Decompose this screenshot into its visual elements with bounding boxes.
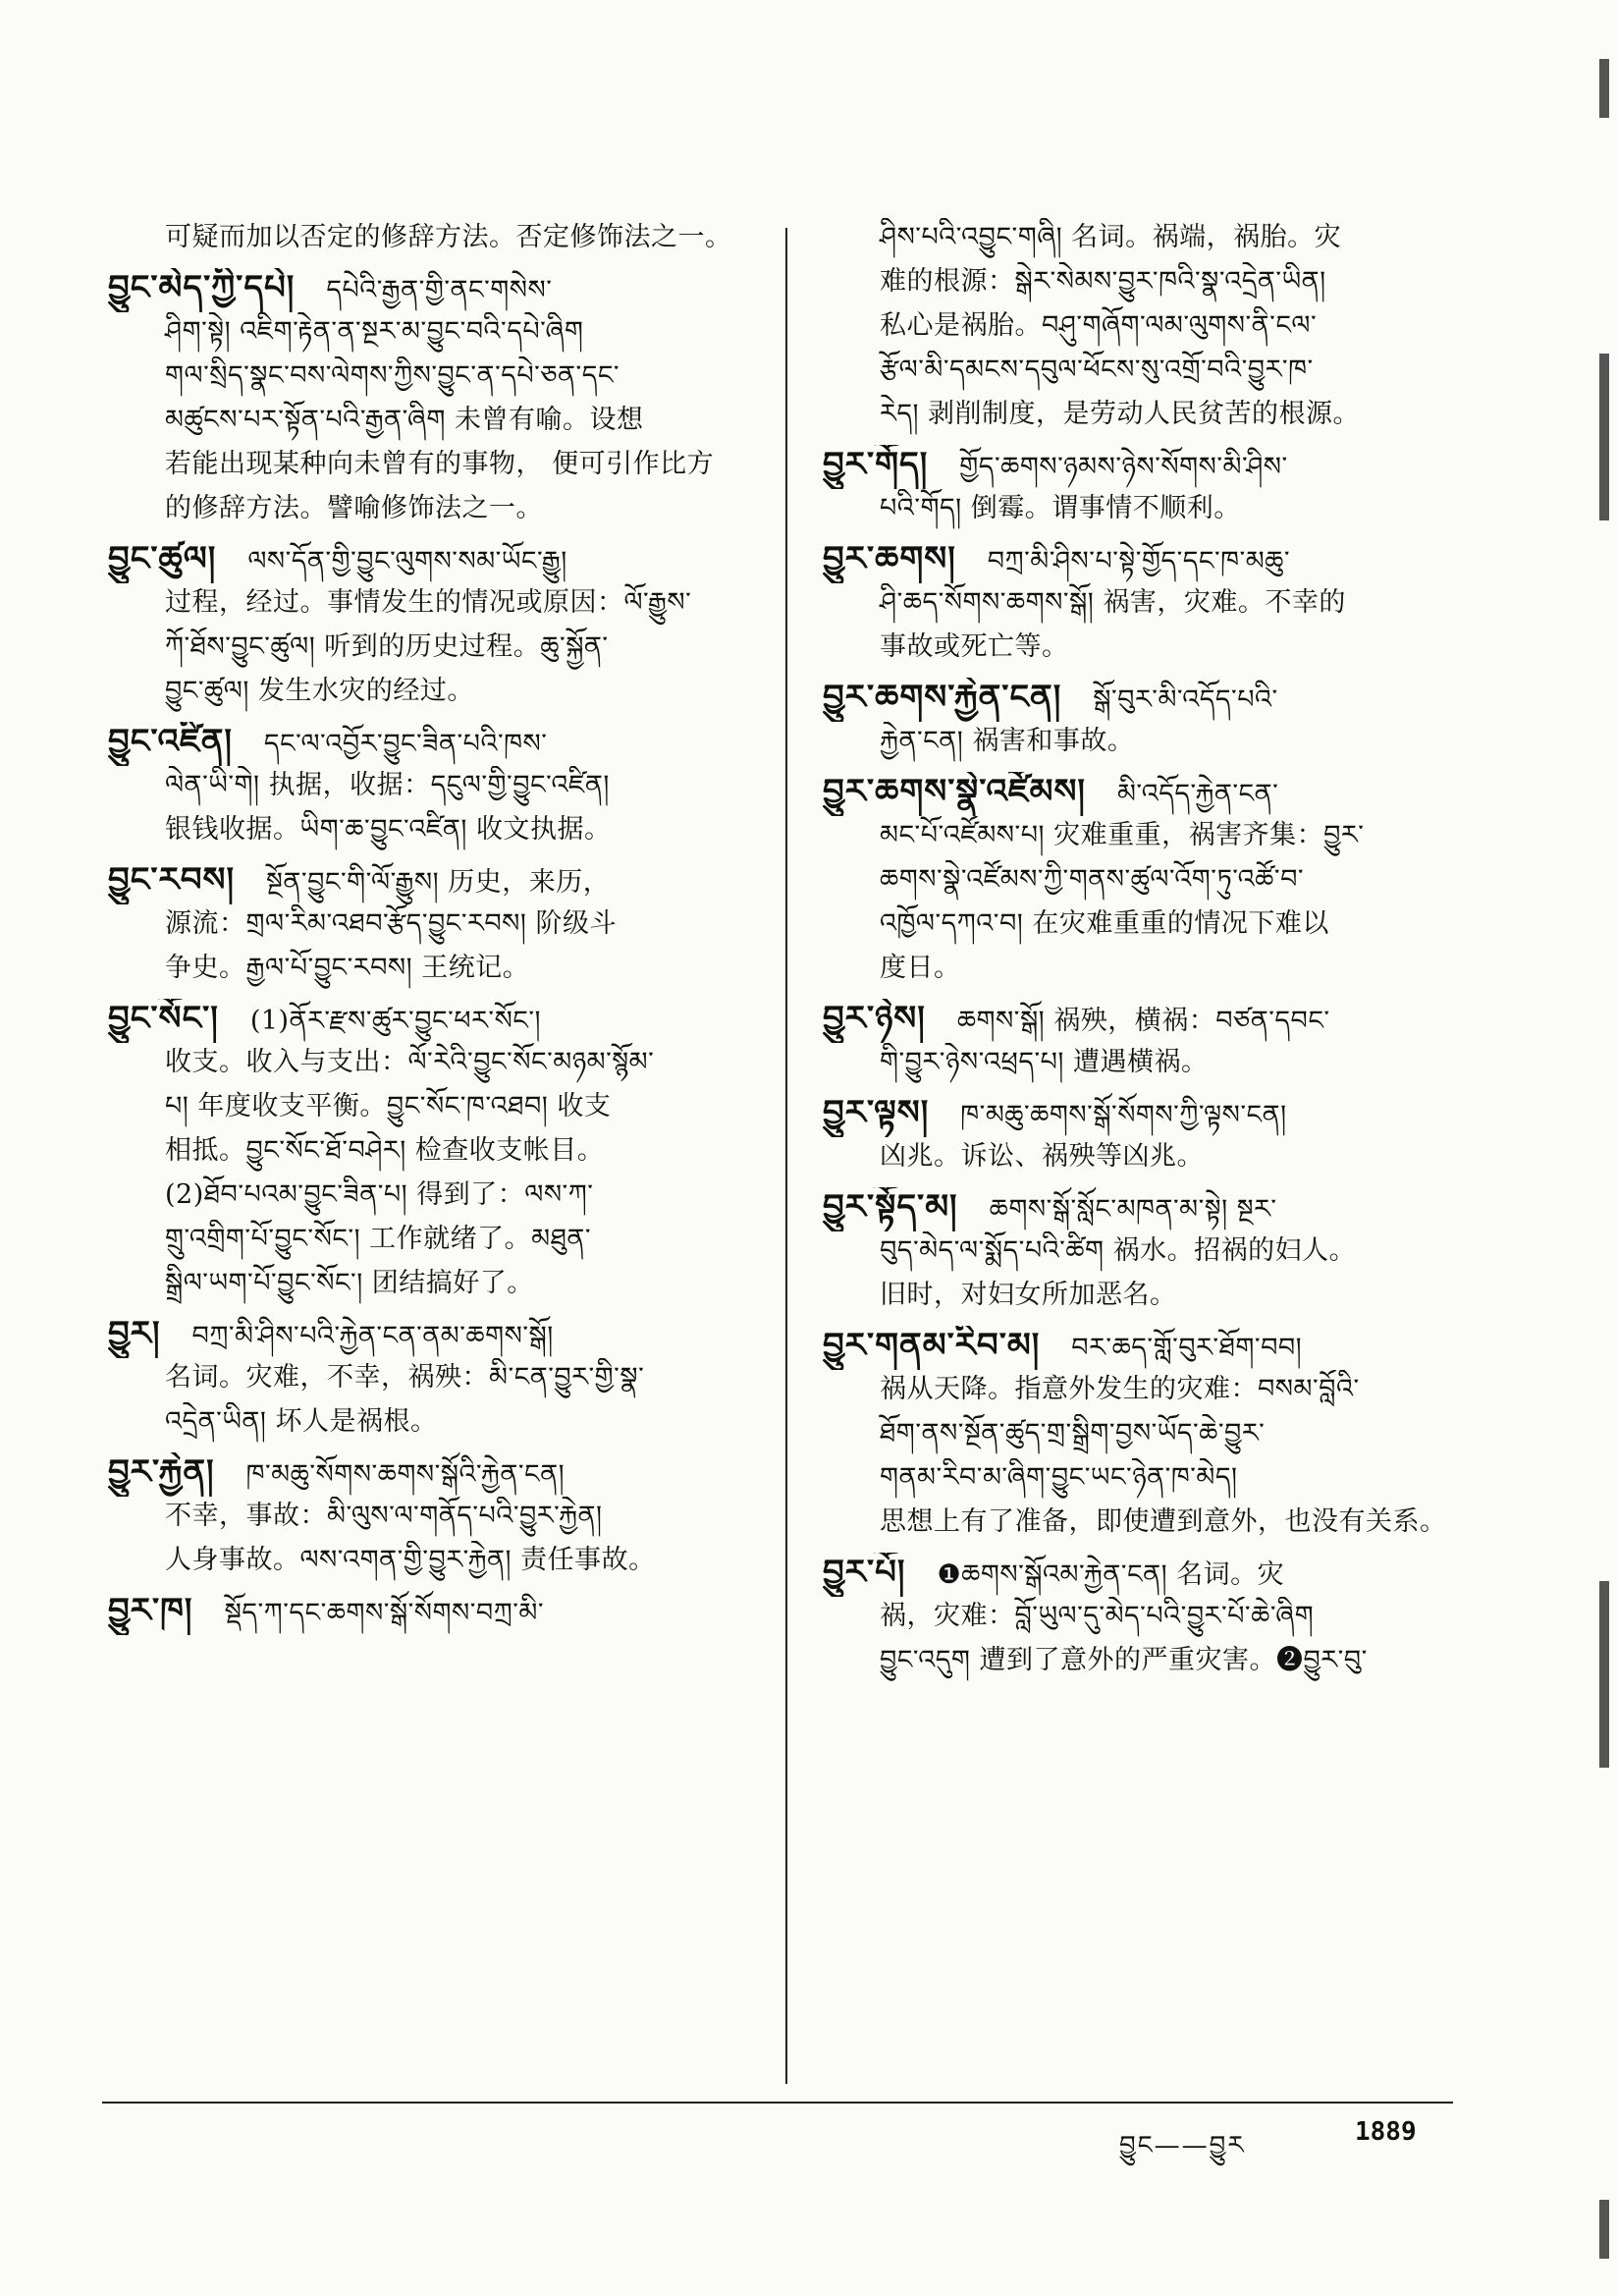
definition-line — [108, 860, 764, 904]
definition-text: 度日。 — [880, 953, 961, 983]
dictionary-entry — [823, 1553, 1451, 1685]
definition-line: 可疑而加以否定的修辞方法。否定修饰法之一。 — [165, 222, 732, 252]
dictionary-entry — [823, 1326, 1451, 1547]
entry-headword: བྱུར་པོ། — [823, 1553, 906, 1592]
continuation-text — [108, 218, 764, 262]
definition-line — [823, 1137, 1451, 1181]
definition-line — [108, 1452, 764, 1497]
entry-headword: བྱུར་རྐྱེན། — [108, 1452, 215, 1492]
definition-line — [108, 1314, 764, 1358]
dictionary-entry — [823, 539, 1451, 672]
definition-line — [823, 539, 1451, 583]
definition-text: བྱུང་འདུག 遭到了意外的严重灾害。❷བྱུར་བུ་ — [880, 1645, 1368, 1675]
definition-line — [108, 1541, 764, 1585]
definition-line — [823, 949, 1451, 993]
definition-line — [823, 772, 1451, 816]
definition-line — [108, 1591, 764, 1635]
definition-line — [823, 583, 1451, 628]
definition-text: སྔོན་བྱུང་གི་ལོ་རྒྱུས། 历史，来历， — [266, 867, 611, 898]
footer-rule — [102, 2102, 1453, 2104]
definition-text: 争史。རྒྱལ་པོ་བྱུང་རབས། 王统记。 — [165, 953, 530, 983]
definition-line — [108, 268, 764, 312]
definition-line — [108, 949, 764, 993]
definition-line — [823, 1597, 1451, 1641]
definition-line — [823, 678, 1451, 722]
entry-headword: བྱུར་གོད། — [823, 445, 929, 484]
dictionary-entry — [823, 1093, 1451, 1181]
definition-line — [823, 999, 1451, 1043]
definition-text: ཐོག་ནས་སྔོན་ཚུད་གྲ་སྒྲིག་བྱས་ཡོད་ཆེ་བྱུར་ — [880, 1418, 1266, 1449]
definition-text: སྒྲིལ་ཡག་པོ་བྱུང་སོང་། 团结搞好了。 — [165, 1268, 534, 1298]
definition-line — [823, 1414, 1451, 1458]
definition-text: དང་ལ་འབྱོར་བྱུང་ཟིན་པའི་ཁས་ — [263, 729, 548, 759]
definition-text: 祸从天降。指意外发生的灾难：བསམ་བློའི་ — [880, 1374, 1360, 1404]
dictionary-entry — [108, 1314, 764, 1447]
definition-line — [108, 312, 764, 356]
definition-text: ལས་དོན་གྱི་བྱུང་ལུགས་སམ་ཡོང་རྒྱུ། — [247, 546, 567, 576]
dictionary-entry — [823, 999, 1451, 1087]
binding-edge — [1582, 0, 1617, 2296]
definition-text: ལེན་ཡི་གེ། 执据，收据：དངུལ་གྱི་བྱུང་འཛིན། — [165, 770, 610, 800]
definition-line — [108, 999, 764, 1043]
definition-text: 祸，灾难：བློ་ཡུལ་དུ་མེད་པའི་བྱུར་པོ་ཆེ་ཞིག — [880, 1601, 1315, 1631]
entry-headword: བྱུར་ཆགས་རྐྱེན་ངན། — [823, 678, 1062, 717]
definition-text: 的修辞方法。譬喻修饰法之一。 — [165, 493, 543, 523]
entry-headword: བྱུར་ལྟས། — [823, 1093, 930, 1132]
definition-text: 相抵。བྱུང་སོང་ཐོ་བཤེར། 检查收支帐目。 — [165, 1135, 605, 1166]
definition-line — [108, 356, 764, 401]
dictionary-entry — [108, 860, 764, 993]
entry-headword: བྱུར། — [108, 1314, 161, 1353]
definition-text: པའི་གོད། 倒霉。谓事情不顺利。 — [880, 493, 1241, 523]
dictionary-entry — [108, 539, 764, 716]
definition-line — [823, 816, 1451, 860]
left-column — [108, 218, 764, 2104]
entry-headword: བྱུང་འཛིན། — [108, 722, 233, 761]
definition-text: གྱོད་ཆགས་ཉམས་ཉེས་སོགས་མི་ཤིས་ — [959, 452, 1288, 482]
definition-text: ཤིག་སྟེ། འཇིག་རྟེན་ན་སྔར་མ་བྱུང་བའི་དཔེ་ཞིག — [165, 316, 584, 347]
definition-line — [108, 1175, 764, 1220]
page-number: 1889 — [1355, 2117, 1417, 2147]
definition-line — [108, 1497, 764, 1541]
definition-line: རེད། 剥削制度，是劳动人民贫苦的根源。 — [880, 399, 1361, 429]
definition-text: ཀོ་ཐོས་བྱུང་ཚུལ། 听到的历史过程。ཆུ་སྐྱོན་ — [165, 631, 609, 662]
entry-headword: བྱུང་ཚུལ། — [108, 539, 217, 578]
definition-line — [823, 1458, 1451, 1503]
definition-text: ཆགས་སྒོ་སློང་མཁན་མ་སྟེ། སྔར་ — [989, 1194, 1277, 1225]
column-divider — [785, 228, 787, 2084]
definition-text: ཁ་མཆུ་སོགས་ཆགས་སྒོའི་རྐྱེན་ངན། — [245, 1459, 566, 1490]
dictionary-entry — [823, 772, 1451, 993]
definition-text: བར་ཆད་གློ་བུར་ཐོག་བབ། — [1071, 1333, 1303, 1363]
definition-line — [823, 1503, 1451, 1547]
dictionary-entry — [108, 999, 764, 1308]
definition-text: 若能出现某种向未曾有的事物， 便可引作比方 — [165, 449, 715, 479]
definition-text: ཁ་མཆུ་ཆགས་སྒོ་སོགས་ཀྱི་ལྟས་ངན། — [960, 1100, 1287, 1130]
definition-text: 凶兆。诉讼、祸殃等凶兆。 — [880, 1141, 1204, 1172]
definition-line — [823, 628, 1451, 672]
definition-line — [108, 1043, 764, 1087]
definition-line: 私心是祸胎。བཤུ་གཞོག་ལམ་ལུགས་ནི་ངལ་ — [880, 310, 1318, 341]
entry-headword: བྱུང་མེད་ཀྱི་དཔེ། — [108, 268, 296, 307]
definition-line — [108, 1220, 764, 1264]
entry-headword: བྱུང་སོང་། — [108, 999, 219, 1038]
dictionary-entry — [823, 678, 1451, 766]
entry-headword: བྱུར་ཉེས། — [823, 999, 926, 1038]
entry-headword: བྱུང་རབས། — [108, 860, 236, 900]
continuation-text — [823, 218, 1451, 439]
definition-line — [108, 401, 764, 445]
definition-text: 过程，经过。事情发生的情况或原因：ལོ་རྒྱུས་ — [165, 587, 692, 618]
definition-text: འཁྱོལ་དཀའ་བ། 在灾难重重的情况下难以 — [880, 908, 1329, 939]
definition-text: 银钱收据。ཡིག་ཆ་བྱུང་འཛིན། 收文执据。 — [165, 814, 612, 845]
definition-text: ཆགས་སྒོ། 祸殃，横祸：བཙན་དབང་ — [956, 1006, 1330, 1036]
definition-text: བྱུང་ཚུལ། 发生水灾的经过。 — [165, 676, 474, 706]
definition-text: དཔེའི་རྒྱན་གྱི་ནང་གསེས་ — [326, 275, 553, 305]
definition-line — [108, 1131, 764, 1175]
dictionary-entry — [108, 268, 764, 533]
definition-text: གནམ་རིབ་མ་ཞིག་བྱུང་ཡང་ཉེན་ཁ་མེད། — [880, 1462, 1238, 1493]
dictionary-entry — [108, 1591, 764, 1635]
definition-line — [108, 1402, 764, 1447]
definition-text: ❶ཆགས་སྒོའམ་རྐྱེན་ངན། 名词。灾 — [937, 1559, 1285, 1590]
definition-line — [108, 722, 764, 766]
definition-text: བཀྲ་མི་ཤིས་པའི་རྐྱེན་ངན་ནམ་ཆགས་སྒོ། — [191, 1321, 554, 1351]
entry-headword: བྱུར་ཆགས་སྣེ་འཛོམས། — [823, 772, 1086, 811]
definition-text: 人身事故。ལས་འགན་གྱི་བྱུར་རྐྱེན། 责任事故。 — [165, 1545, 656, 1575]
definition-text: ཆགས་སྣེ་འཛོམས་ཀྱི་གནས་ཚུལ་འོག་ཏུ་འཚོ་བ་ — [880, 864, 1305, 895]
definition-line — [823, 722, 1451, 766]
right-column — [823, 218, 1451, 2104]
definition-text: 名词。灾难，不幸，祸殃：མི་ངན་བྱུར་གྱི་སྣ་ — [165, 1362, 645, 1393]
definition-line — [823, 1641, 1451, 1685]
definition-text: གྲུ་འགྲིག་པོ་བྱུང་སོང་། 工作就绪了。མཐུན་ — [165, 1224, 592, 1254]
definition-line: རྩོལ་མི་དམངས་དབུལ་ཕོངས་སུ་འགྲོ་བའི་བྱུར་ཁ་ — [880, 355, 1314, 385]
entry-headword: བྱུར་ཁ། — [108, 1591, 193, 1630]
definition-line — [108, 810, 764, 854]
definition-line — [108, 1087, 764, 1131]
definition-line — [823, 489, 1451, 533]
definition-text: གི་བྱུར་ཉེས་འཕྲད་པ། 遭遇横祸。 — [880, 1047, 1209, 1077]
definition-line: ཤིས་པའི་འབྱུང་གཞི། 名词。祸端，祸胎。灾 — [880, 222, 1342, 252]
definition-line — [108, 445, 764, 489]
definition-line — [823, 1231, 1451, 1276]
definition-text: 不幸，事故：མི་ལུས་ལ་གནོད་པའི་བྱུར་རྐྱེན། — [165, 1501, 603, 1531]
definition-text: སྒོ་བུར་མི་འདོད་པའི་ — [1093, 684, 1278, 715]
definition-line — [823, 1276, 1451, 1320]
definition-line — [823, 1043, 1451, 1087]
dictionary-entry — [823, 1187, 1451, 1320]
definition-line — [108, 489, 764, 533]
dictionary-entry — [108, 1452, 764, 1585]
definition-line — [108, 1264, 764, 1308]
definition-text: 源流：གྲལ་རིམ་འཐབ་རྩོད་བྱུང་རབས། 阶级斗 — [165, 908, 617, 939]
definition-line — [823, 904, 1451, 949]
definition-text: 事故或死亡等。 — [880, 631, 1069, 662]
entry-headword: བྱུར་སྟོད་མ། — [823, 1187, 958, 1227]
definition-text: བུད་མེད་ལ་སྨོད་པའི་ཚིག 祸水。招祸的妇人。 — [880, 1235, 1357, 1266]
definition-text: 旧时，对妇女所加恶名。 — [880, 1280, 1177, 1310]
definition-text: བཀྲ་མི་ཤིས་པ་སྟེ་གྱོད་དང་ཁ་མཆུ་ — [987, 546, 1291, 576]
definition-line — [108, 1358, 764, 1402]
definition-text: 思想上有了准备，即使遭到意外，也没有关系。 — [880, 1506, 1447, 1537]
definition-line — [823, 1093, 1451, 1137]
definition-text: མང་པོ་འཛོམས་པ། 灾难重重，祸害齐集：བྱུར་ — [880, 820, 1365, 850]
definition-text: གལ་སྲིད་སྣང་བས་ལེགས་ཀྱིས་བྱུང་ན་དཔེ་ཅན་དང་ — [165, 360, 620, 391]
definition-line — [108, 672, 764, 716]
definition-line — [108, 766, 764, 810]
definition-text: མི་འདོད་རྐྱེན་ངན་ — [1116, 779, 1279, 809]
definition-line: 难的根源：སྒེར་སེམས་བྱུར་ཁའི་སྣ་འདྲེན་ཡིན། — [880, 266, 1326, 297]
dictionary-entry — [108, 722, 764, 854]
definition-line — [108, 583, 764, 628]
entry-headword: བྱུར་གནམ་རིབ་མ། — [823, 1326, 1041, 1365]
definition-line — [823, 1553, 1451, 1597]
definition-line — [108, 539, 764, 583]
definition-line — [823, 445, 1451, 489]
definition-text: པ། 年度收支平衡。བྱུང་སོང་ཁ་འཐབ། 收支 — [165, 1091, 612, 1121]
definition-line — [108, 628, 764, 672]
definition-line — [823, 1187, 1451, 1231]
definition-text: (2)ཐོབ་པའམ་བྱུང་ཟིན་པ། 得到了：ལས་ཀ་ — [165, 1179, 594, 1210]
definition-line — [823, 1370, 1451, 1414]
definition-line — [823, 1326, 1451, 1370]
definition-text: མཚུངས་པར་སྟོན་པའི་རྒྱན་ཞིག 未曾有喻。设想 — [165, 405, 644, 435]
definition-text: ཤི་ཆད་སོགས་ཆགས་སྒོ། 祸害，灾难。不幸的 — [880, 587, 1346, 618]
definition-text: རྐྱེན་ངན། 祸害和事故。 — [880, 726, 1135, 756]
definition-text: སྡོད་ཀ་དང་ཆགས་སྒོ་སོགས་བཀྲ་མི་ — [224, 1598, 545, 1628]
definition-text: (1)ནོར་རྫས་ཚུར་བྱུང་ཕར་སོང་། — [249, 1006, 542, 1036]
running-head: བྱུང——བྱུར — [1119, 2131, 1246, 2160]
entry-headword: བྱུར་ཆགས། — [823, 539, 956, 578]
definition-line — [823, 860, 1451, 904]
definition-line — [108, 904, 764, 949]
definition-text: འདྲེན་ཡིན། 坏人是祸根。 — [165, 1406, 438, 1437]
definition-text: 收支。收入与支出：ལོ་རེའི་བྱུང་སོང་མཉམ་སྙོམ་ — [165, 1047, 655, 1077]
dictionary-entry — [823, 445, 1451, 533]
